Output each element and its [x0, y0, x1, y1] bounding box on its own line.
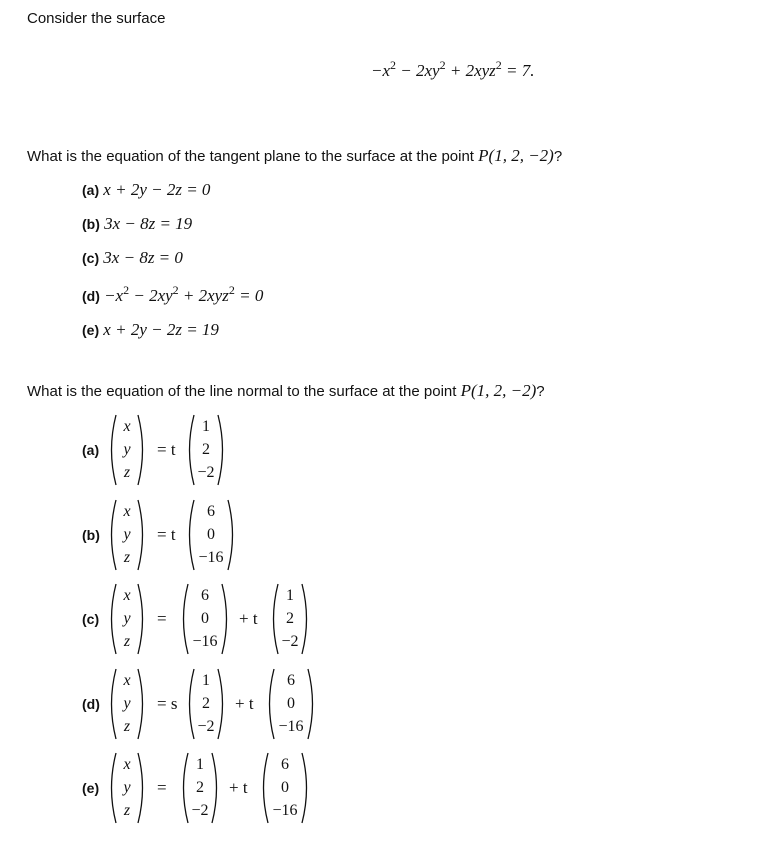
vector-entry: x [123, 756, 131, 773]
vector-entry: 1 [196, 756, 204, 773]
equals-sign: = t [157, 440, 176, 459]
option-label: (c) [82, 250, 100, 266]
vector-entry: 2 [286, 610, 294, 627]
vector-entry: x [123, 587, 131, 604]
expr-term: = 0 [234, 286, 264, 305]
q1-option-e[interactable] [82, 320, 219, 340]
surface-exp-3: 2 [495, 58, 502, 72]
vector-entry: 1 [202, 672, 210, 689]
vector-entry: −16 [198, 549, 224, 566]
surface-term-3: + 2xyz [445, 61, 496, 80]
direction-vector-2 [259, 752, 311, 824]
lhs-vector [107, 583, 147, 655]
vector-entry: y [123, 526, 131, 543]
lhs-vector [107, 414, 147, 486]
q1-option-d[interactable] [82, 283, 264, 306]
option-label: (a) [82, 442, 100, 458]
vector-entry: −2 [197, 718, 215, 735]
direction-vector-1 [179, 752, 221, 824]
vector-entry: 6 [281, 756, 289, 773]
option-label: (b) [82, 216, 100, 232]
lhs-vector [107, 499, 147, 571]
question-1-qmark: ? [553, 148, 563, 165]
expr-exp: 2 [172, 283, 179, 297]
option-label: (c) [82, 611, 100, 627]
vector-entry: z [123, 718, 131, 735]
expr-term: −x [104, 286, 124, 305]
vector-entry: −16 [272, 802, 298, 819]
vector-entry: 0 [287, 695, 295, 712]
vector-entry: 1 [286, 587, 294, 604]
vector-entry: x [123, 418, 131, 435]
question-2-text: What is the equation of the line normal to the surface at the point [27, 383, 461, 400]
question-1-prompt [27, 146, 562, 166]
vector-entry: 0 [201, 610, 209, 627]
option-expression: 3x − 8z = 19 [104, 214, 193, 233]
option-expression: x + 2y − 2z = 0 [103, 180, 211, 199]
surface-equation [371, 58, 535, 81]
direction-vector-1 [185, 414, 227, 486]
vector-entry: 6 [287, 672, 295, 689]
equals-sign: = s [157, 694, 178, 713]
option-label: (b) [82, 527, 100, 543]
vector-entry: y [123, 441, 131, 458]
lhs-vector [107, 752, 147, 824]
surface-exp-1: 2 [390, 58, 397, 72]
surface-term-1: −x [371, 61, 391, 80]
option-label: (d) [82, 288, 100, 304]
vector-entry: 6 [207, 503, 215, 520]
vector-entry: 2 [196, 779, 204, 796]
question-1-point: P(1, 2, −2) [478, 146, 554, 165]
vector-entry: −16 [192, 633, 218, 650]
vector-entry: x [123, 503, 131, 520]
vector-entry: 1 [202, 418, 210, 435]
direction-vector-1 [179, 583, 231, 655]
q1-option-c[interactable] [82, 248, 183, 268]
plus-t-operator: + t [229, 778, 248, 797]
intro-text: Consider the surface [27, 10, 166, 27]
lhs-vector [107, 668, 147, 740]
vector-entry: z [123, 549, 131, 566]
vector-entry: −2 [281, 633, 299, 650]
surface-exp-2: 2 [439, 58, 446, 72]
vector-entry: y [123, 779, 131, 796]
vector-entry: y [123, 695, 131, 712]
direction-vector-2 [269, 583, 311, 655]
q1-option-b[interactable] [82, 214, 192, 234]
vector-entry: 6 [201, 587, 209, 604]
question-1-text: What is the equation of the tangent plane to the surface at the point [27, 148, 479, 165]
option-label: (d) [82, 696, 100, 712]
vector-entry: z [123, 633, 131, 650]
surface-term-4: = 7. [501, 61, 535, 80]
vector-entry: z [123, 802, 131, 819]
vector-entry: −2 [197, 464, 215, 481]
expr-term: − 2xy [129, 286, 173, 305]
direction-vector-2 [265, 668, 317, 740]
vector-entry: −2 [191, 802, 209, 819]
question-2-prompt [27, 381, 545, 401]
plus-t-operator: + t [239, 609, 258, 628]
expr-term: + 2xyz [178, 286, 229, 305]
vector-entry: 2 [202, 695, 210, 712]
question-2-point: P(1, 2, −2) [460, 381, 537, 400]
option-expression: x + 2y − 2z = 19 [103, 320, 219, 339]
option-label: (a) [82, 182, 100, 198]
q1-option-a[interactable] [82, 180, 210, 200]
surface-term-2: − 2xy [396, 61, 440, 80]
equals-sign: = t [157, 525, 176, 544]
option-label: (e) [82, 780, 100, 796]
expr-exp: 2 [123, 283, 130, 297]
vector-entry: 2 [202, 441, 210, 458]
expr-exp: 2 [228, 283, 235, 297]
direction-vector-1 [185, 668, 227, 740]
option-expression: 3x − 8z = 0 [103, 248, 183, 267]
vector-entry: z [123, 464, 131, 481]
equals-sign: = [157, 609, 167, 628]
vector-entry: 0 [207, 526, 215, 543]
plus-t-operator: + t [235, 694, 254, 713]
vector-entry: −16 [278, 718, 304, 735]
question-2-qmark: ? [536, 383, 545, 400]
equals-sign: = [157, 778, 167, 797]
option-expression [104, 283, 264, 305]
direction-vector-1 [185, 499, 237, 571]
vector-entry: 0 [281, 779, 289, 796]
option-label: (e) [82, 322, 100, 338]
vector-entry: x [123, 672, 131, 689]
vector-entry: y [123, 610, 131, 627]
